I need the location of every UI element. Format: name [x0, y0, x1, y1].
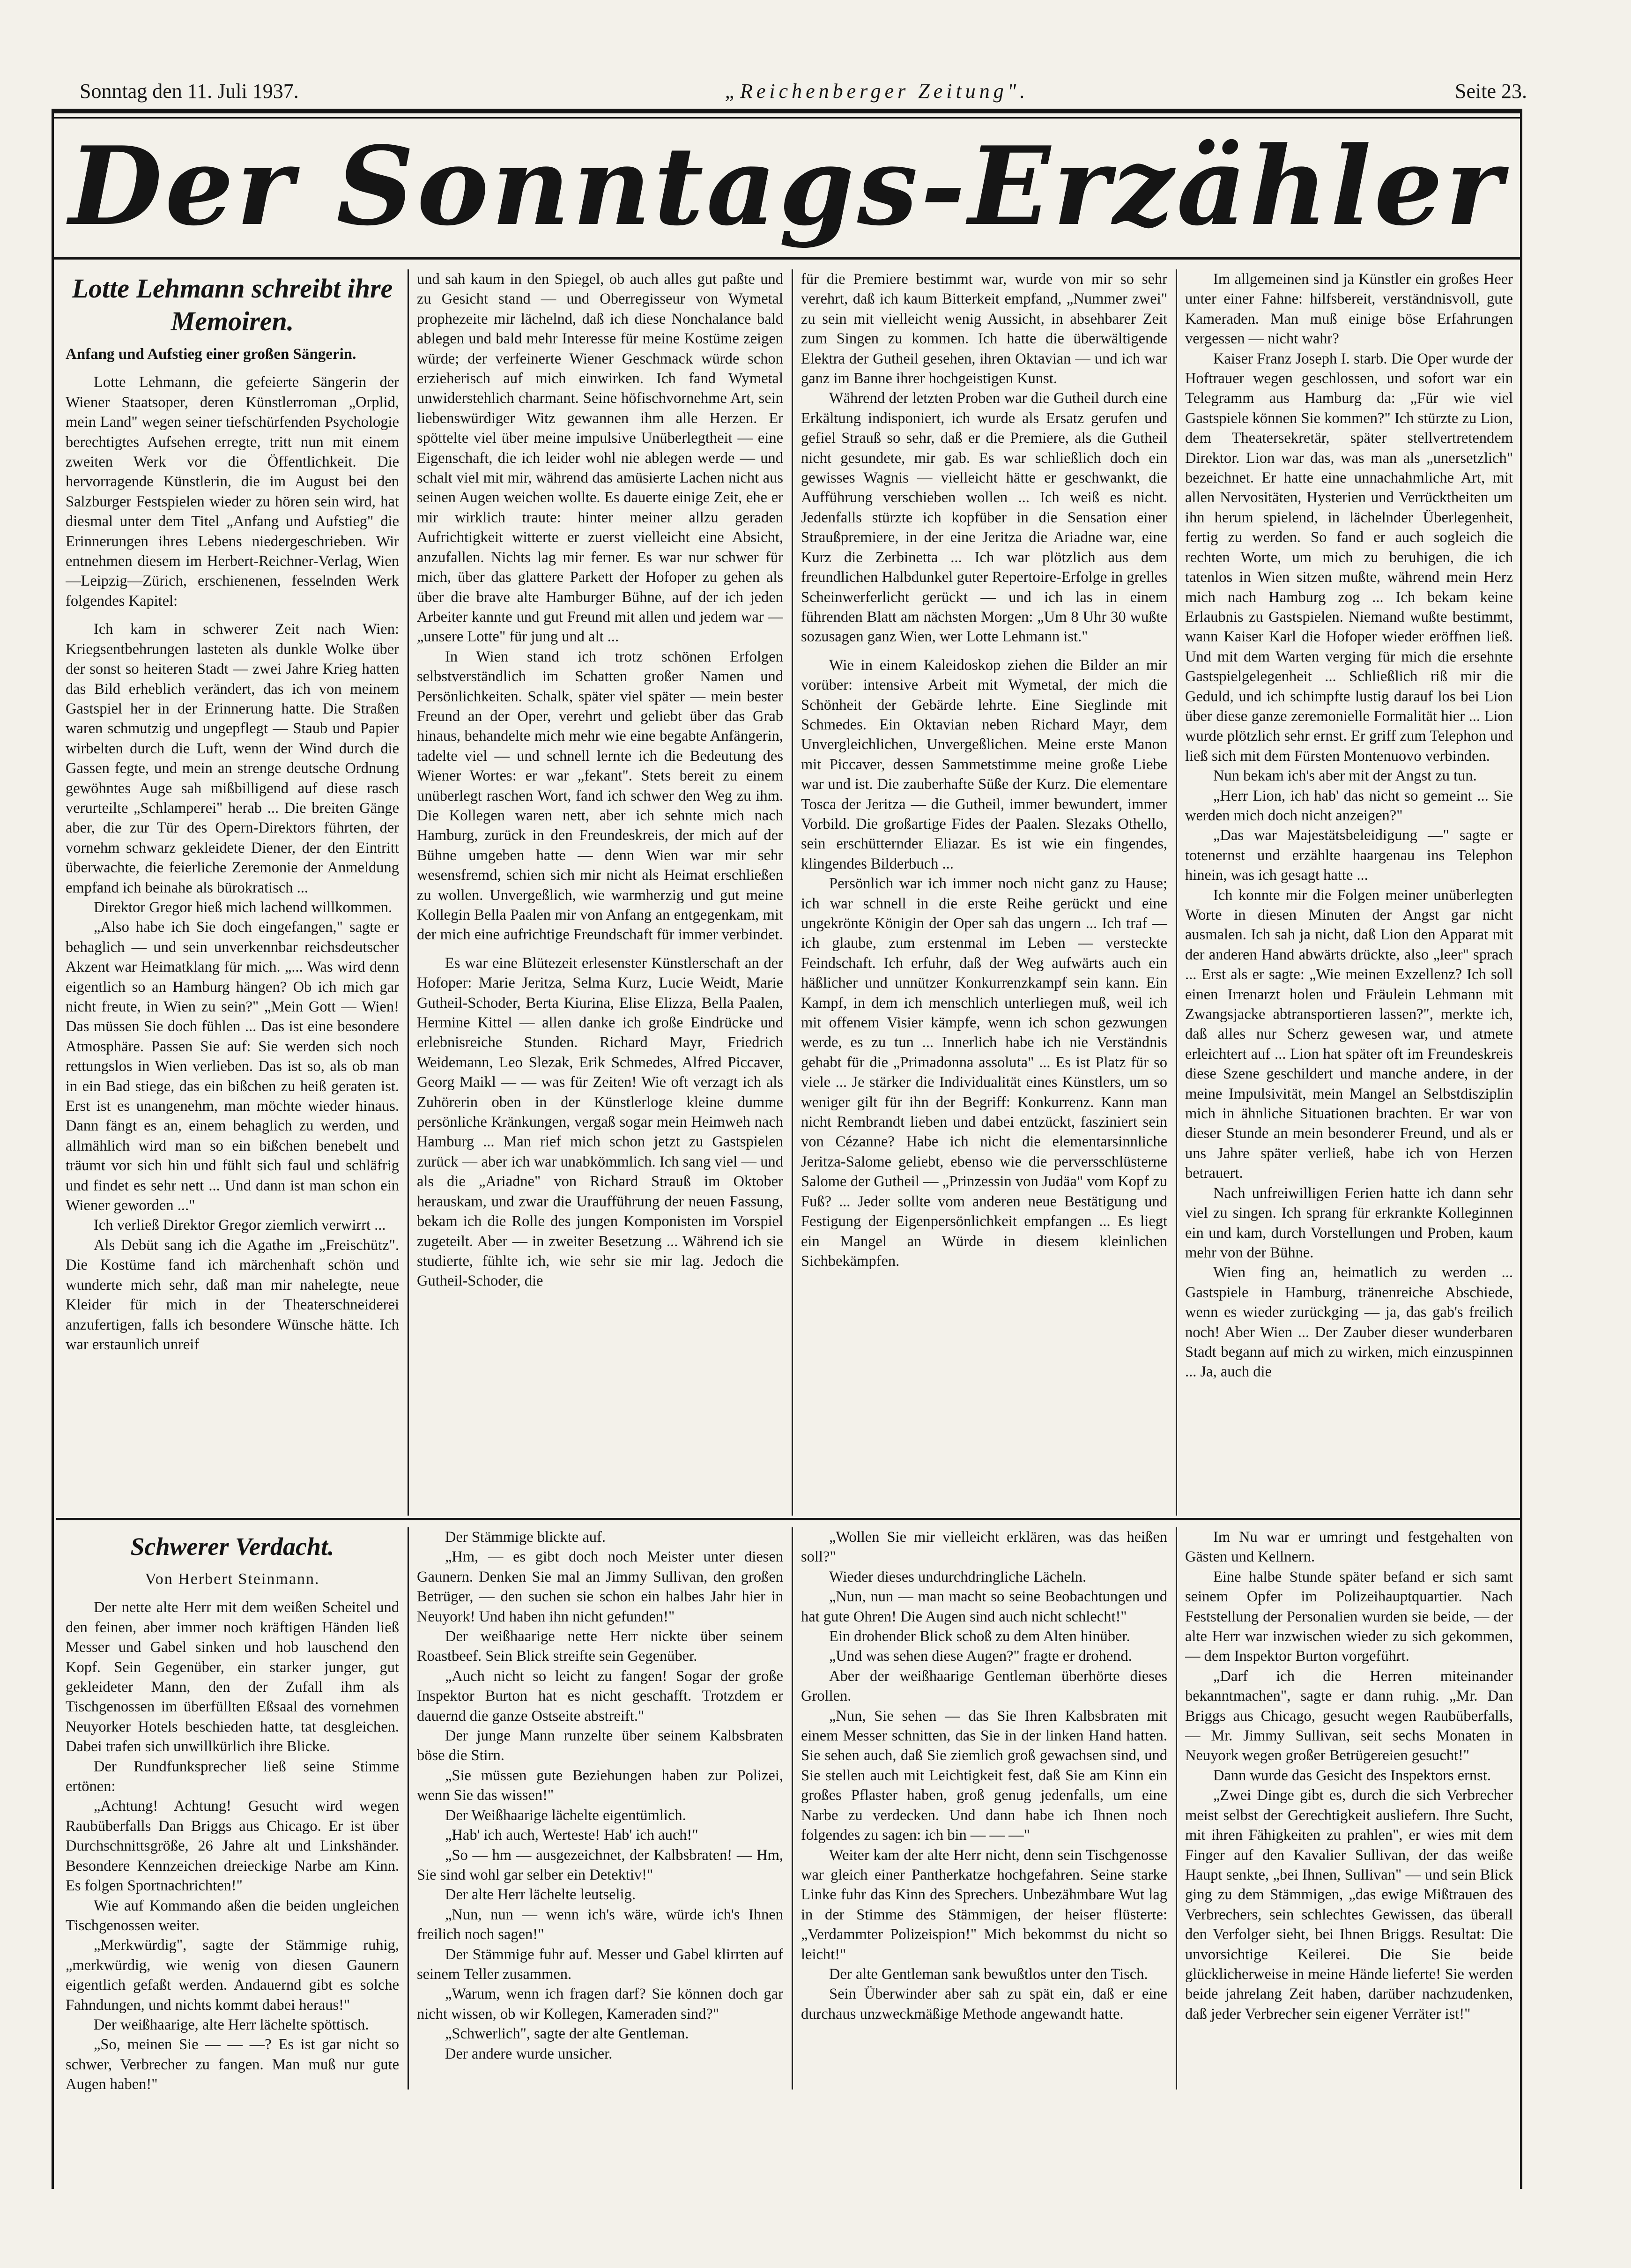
top-rule-thin — [52, 117, 1522, 119]
paragraph: „So, meinen Sie — — —? Es ist gar nicht so schwer, Verbrecher zu fangen. Man muß nur gute Augen haben!" — [66, 2036, 399, 2093]
paragraph: Lotte Lehmann, die gefeierte Sängerin der Wiener Staatsoper, deren Künstlerroman „Orplid, mein Land" wegen seiner tiefschürfenden Psychologie berechtigtes Aufsehen erregte, tritt nun mit einem zweiten Werk vor die Öffentlichkeit. Die hervorragende Künstlerin, die im August bei den Salzburger Festspielen wieder zu hören sein wird, hat diesmal unter dem Titel „Anfang und Aufstieg" die Erinnerungen ihres Lebens niedergeschrieben. Wir entnehmen diesem im Herbert-Reichner-Verlag, Wien—Leipzig—Zürich, erschienenen, fesselnden Werk folgendes Kapitel: — [66, 374, 399, 610]
paragraph: Ich kam in schwerer Zeit nach Wien: Kriegsentbehrungen lasteten als dunkle Wolke über der sonst so heiteren Stadt — zwei Jahre Krieg hatten das Bild erheblich verändert, das ich von meinem Gastspiel her in der Erinnerung hatte. Die Straßen waren schmutzig und ungepflegt — Staub und Papier wirbelten durch die Luft, wenn der Wind durch die Gassen fegte, und mein an strenge deutsche Ordnung gewöhntes Auge sah mißbilligend auf diese rasch verurteilte „Schlamperei" herab ... Die breiten Gänge aber, die zur Tür des Opern-Direktors führten, der vornehm schwarz gekleidete Diener, der den Eintritt überwachte, die feierliche Zeremonie der Anmeldung empfand ich beinahe als bürokratisch ... — [66, 621, 399, 896]
column-divider — [792, 1527, 793, 2090]
page-header — [80, 66, 1527, 103]
paragraph: „Darf ich die Herren miteinander bekanntmachen", sagte er dann ruhig. „Mr. Dan Briggs aus Chicago, gesucht wegen Raubüberfalls, — Mr. Jimmy Sullivan, seit sechs Monaten in Neuyork wegen großer Betrügereien gesucht!" — [1185, 1667, 1513, 1764]
paragraph: „Schwerlich", sagte der alte Gentleman. — [445, 2025, 689, 2043]
column-divider — [792, 269, 793, 1516]
left-frame-rule — [52, 109, 54, 2189]
top-rule — [52, 109, 1522, 113]
paragraph: „Auch nicht so leicht zu fangen! Sogar der große Inspektor Burton hat es nicht geschafft. Trotzdem er dauernd die ganze Ostseite abstreift." — [417, 1667, 783, 1725]
paragraph: „Das war Majestätsbeleidigung —" sagte er totenernst und erzählte haargenau ins Telephon hinein, was ich gesagt hatte ... — [1185, 827, 1513, 884]
paragraph: Kaiser Franz Joseph I. starb. Die Oper wurde der Hoftrauer wegen geschlossen, und sofort war ein Telegramm aus Hamburg da: „Für wie viel Gastspiele können Sie kommen?" Ich stürzte zu Lion, dem Theatersekretär, später stellvertretendem Direktor. Lion war das, was man als „unersetzlich" bezeichnet. Er hatte eine unnachahmliche Art, mit allen Nervositäten, Hysterien und Verrücktheiten um ihn herum spielend, in lächelnder Überlegenheit, fertig zu werden. So fand er auch sogleich die rechten Worte, um mich zu beruhigen, die ich tatenlos in Wien sitzen mußte, während mein Herz mich nach Hamburg zog ... Ich bekam keine Erlaubnis zu Gastspielen. Niemand wußte bestimmt, wann Kaiser Karl die Hofoper wieder eröffnen ließ. Und mit dem Warten verging für mich die ersehnte Gastspielgelegenheit ... Schließlich riß mir die Geduld, und ich schimpfte lustig darauf los bei Lion über diese ganze zeremonielle Formalität hier ... Lion wurde plötzlich sehr ernst. Er griff zum Telephon und ließ sich mit dem Fürsten Montenuovo verbinden. — [1185, 350, 1513, 765]
paragraph: Wieder dieses undurchdringliche Lächeln. — [829, 1568, 1087, 1585]
paragraph: Im allgemeinen sind ja Künstler ein großes Heer unter einer Fahne: hilfsbereit, verständnisvoll, gute Kameraden. Man muß einige böse Erfahrungen vergessen — nicht wahr? — [1185, 271, 1513, 348]
paragraph: Der Rundfunksprecher ließ seine Stimme ertönen: — [66, 1758, 399, 1795]
paragraph: „Herr Lion, ich hab' das nicht so gemeint ... Sie werden mich doch nicht anzeigen?" — [1185, 787, 1513, 824]
story2-headline: Schwerer Verdacht. — [130, 1532, 334, 1561]
paragraph: Der weißhaarige nette Herr nickte über seinem Roastbeef. Sein Blick streifte sein Gegenüber. — [417, 1628, 783, 1665]
paragraph: Ich konnte mir die Folgen meiner unüberlegten Worte in diesen Minuten der Angst gar nicht ausmalen. Ich sah ja nicht, daß Lion den Apparat mit der anderen Hand abwärts drückte, also „leer" sprach ... Erst als er sagte: „Wie meinen Exzellenz? Ich soll einen Irrenarzt holen und Fräulein Lehmann mit Zwangsjacke abtransportieren lassen?", merkte ich, daß alles nur Scherz gewesen war, und atmete erleichtert auf ... Lion hat später oft im Freundeskreis diese Szene geschildert und manche andere, in der meine Impulsivität, mein Mangel an Selbstdisziplin mich in ähnliche Situationen brachten. Er war von dieser Stunde an mein besonderer Freund, und als er uns Jahre später verließ, habe ich von Herzen betrauert. — [1185, 886, 1513, 1182]
story2-column-1 — [66, 1527, 399, 2179]
paragraph: „So — hm — ausgezeichnet, der Kalbsbraten! — Hm, Sie sind wohl gar selber ein Detektiv!" — [417, 1846, 783, 1883]
paragraph: für die Premiere bestimmt war, wurde von mir so sehr verehrt, daß ich kaum Bitterkeit empfand, „Nummer zwei" zu sein mit vielleicht wenig Aussicht, in absehbarer Zeit zum Singen zu kommen. Ich hatte die überwältigende Elektra der Gutheil gesehen, ihren Oktavian — und ich war ganz im Banne ihrer hochgeistigen Kunst. — [801, 271, 1167, 387]
paragraph: In Wien stand ich trotz schönen Erfolgen selbstverständlich im Schatten großer Namen und Persönlichkeiten. Schalk, später viel später — mein bester Freund an der Oper, verehrt und geliebt über das Grab hinaus, behandelte mich mehr wie eine begabte Anfängerin, tadelte viel — und schnell lernte ich die Bedeutung des Wiener Wortes: er war „fekant". Stets bereit zu einem unüberlegt raschen Wort, fand ich schwer den Weg zu ihm. Die Kollegen waren nett, aber ich sehnte mich nach Hamburg, zurück in den Freundeskreis, der mich auf der Bühne umgeben hatte — denn Wien war mir sehr wesensfremd, schien sich mir nicht als Heimat erschließen zu wollen. Unvergeßlich, wie warmherzig und gut meine Kollegin Bella Paalen mir von Anfang an entgegenkam, mit der mich eine aufrichtige Freundschaft für immer verbindet. — [417, 648, 783, 944]
paragraph: „Sie müssen gute Beziehungen haben zur Polizei, wenn Sie das wissen!" — [417, 1767, 783, 1804]
paragraph: Es war eine Blütezeit erlesenster Künstlerschaft an der Hofoper: Marie Jeritza, Selma Kurz, Lucie Weidt, Marie Gutheil-Schoder, Berta Kiurina, Elise Elizza, Bella Paalen, Hermine Kittel — allen danke ich große Eindrücke und erlebnisreiche Stunden. Richard Mayr, Friedrich Weidemann, Leo Slezak, Erik Schmedes, Alfred Piccaver, Georg Maikl — — was für Zeiten! Wie oft verzagt ich als Zuhörerin oben in der Künstlerloge kleine dumme persönliche Kränkungen, vergaß sogar mein Heimweh nach Hamburg ... Man rief mich schon jetzt zu Gastspielen zurück — aber ich war unabkömmlich. Ich sang viel — und als die „Ariadne" von Richard Strauß im Oktober herauskam, und zwar die Uraufführung der neuen Fassung, bekam ich die Rolle des jungen Komponisten im Vorspiel zugeteilt. Aber — in zweiter Besetzung ... Während ich sie studierte, fühlte ich, wie sehr sie mir lag. Jedoch die Gutheil-Schoder, die — [417, 954, 783, 1290]
column-divider — [1176, 269, 1177, 1516]
story1-column-3 — [801, 269, 1167, 1516]
section-masthead: Der Sonntags-Erzähler — [68, 123, 1505, 250]
column-divider — [408, 269, 409, 1516]
story1-column-1 — [66, 269, 399, 1516]
story2-column-2 — [417, 1527, 783, 2179]
paragraph: Der andere wurde unsicher. — [445, 2045, 613, 2062]
column-divider — [408, 1527, 409, 2090]
paragraph: „Hab' ich auch, Werteste! Hab' ich auch!" — [445, 1827, 698, 1844]
paragraph: Der alte Herr lächelte leutselig. — [445, 1886, 636, 1904]
paragraph: Der alte Gentleman sank bewußtlos unter den Tisch. — [829, 1965, 1148, 1983]
paragraph: Weiter kam der alte Herr nicht, denn sein Tischgenosse war gleich einer Pantherkatze hochgefahren. Seine starke Linke fuhr das Kinn des Sprechers. Unbezähmbare Wut lag in der Stimme des Stämmigen, der heiser flüsterte: „Verdammter Polizeispion!" Mich bekommst du nicht so leicht!" — [801, 1846, 1167, 1963]
story2-column-3 — [801, 1527, 1167, 2179]
paragraph: „Achtung! Achtung! Gesucht wird wegen Raubüberfalls Dan Briggs aus Chicago. Er ist über Durchschnittsgröße, 26 Jahre alt und Linkshänder. Besondere Kennzeichen dreieckige Narbe am Kinn. Es folgen Sportnachrichten!" — [66, 1798, 399, 1895]
paragraph: Wien fing an, heimatlich zu werden ... Gastspiele in Hamburg, tränenreiche Abschiede, wenn es wieder zurückging — ja, das gab's freilich noch! Aber Wien ... Der Zauber dieser wunderbaren Stadt begann auf mich zu wirken, mich einzuspinnen ... Ja, auch die — [1185, 1264, 1513, 1381]
paragraph: Der junge Mann runzelte über seinem Kalbsbraten böse die Stirn. — [417, 1727, 783, 1764]
paragraph: Der weißhaarige, alte Herr lächelte spöttisch. — [94, 2016, 369, 2033]
header-paper-name: „Reichenberger Zeitung". — [725, 80, 1029, 103]
paragraph: Während der letzten Proben war die Gutheil durch eine Erkältung indisponiert, ich wurde als Ersatz gerufen und gefiel Strauß so sehr, daß er die Premiere, als die Gutheil nicht gesundete, mir gab. Es war schließlich doch ein gewisses Wagnis — vielleicht hätte er geschwankt, die Aufführung verschieben wollen ... Ich weiß es nicht. Jedenfalls stürzte ich kopfüber in die Sensation einer Straußpremiere, in der eine Jeritza die Ariadne war, eine Kurz die Zerbinetta ... Ich war plötzlich aus dem freundlichen Halbdunkel guter Repertoire-Erfolge in grelles Scheinwerferlicht gerückt — und ich las in einem führenden Blatt am nächsten Morgen: „Um 8 Uhr 30 wußte sozusagen ganz Wien, wer Lotte Lehmann ist." — [801, 390, 1167, 646]
paragraph: Direktor Gregor hieß mich lachend willkommen. — [94, 899, 393, 916]
paragraph: Nach unfreiwilligen Ferien hatte ich dann sehr viel zu singen. Ich sprang für erkrankte Kolleginnen ein und kam, durch Vorstellungen und Proben, kaum mehr von der Bühne. — [1185, 1184, 1513, 1261]
paragraph: Wie auf Kommando aßen die beiden ungleichen Tischgenossen weiter. — [66, 1897, 399, 1934]
story2-column-4 — [1185, 1527, 1513, 2179]
paragraph: Der Stämmige blickte auf. — [445, 1529, 606, 1546]
paragraph: Wie in einem Kaleidoskop ziehen die Bilder an mir vorüber: intensive Arbeit mit Wymetal, der mich die Schönheit der Gebärde lehrte. Eine Sieglinde mit Schmedes. Ein Oktavian neben Richard Mayr, dem Unvergleichlichen, Unvergeßlichen. Meine erste Manon mit Piccaver, dessen Sammetstimme meine große Liebe war und ist. Die zauberhafte Süße der Kurz. Die elementare Tosca der Jeritza — die Gutheil, immer bewundert, immer Vorbild. Die großartige Fides der Paalen. Slezaks Othello, sein erschütternder Eliazar. Es ist wie ein fingendes, klingendes Bilderbuch ... — [801, 656, 1167, 872]
paragraph: „Wollen Sie mir vielleicht erklären, was das heißen soll?" — [801, 1529, 1167, 1566]
story1-headline: Lotte Lehmann schreibt ihre Memoiren. — [72, 273, 393, 336]
paragraph: „Und was sehen diese Augen?" fragte er drohend. — [829, 1648, 1132, 1665]
header-page-number: Seite 23. — [1455, 80, 1527, 103]
paragraph: „Nun, nun — man macht so seine Beobachtungen und hat gute Ohren! Die Augen sind auch nicht schlecht!" — [801, 1588, 1167, 1625]
paragraph: Sein Überwinder aber sah zu spät ein, daß er eine durchaus unzweckmäßige Methode angewandt hatte. — [801, 1985, 1167, 2023]
paragraph: Persönlich war ich immer noch nicht ganz zu Hause; ich war schnell in die erste Reihe gerückt und eine ungekrönte Königin der Oper sah das ungern ... Ich traf — ich glaube, zum erstenmal im Leben — versteckte Feindschaft. Ich erfuhr, daß der Weg aufwärts auch ein häßlicher und unnützer Konkurrenzkampf sein kann. Ein Kampf, in dem ich menschlich unterliegen muß, weil ich mit offenem Visier kämpfe, wenn ich schon gezwungen werde, es zu tun ... Innerlich habe ich nie Verständnis gehabt für die „Primadonna assoluta" ... Es ist Platz für so viele ... Je stärker die Individualität eines Künstlers, um so weniger gilt für ihn der Begriff: Konkurrenz. Kann man nicht Rembrandt lieben und dabei entzückt, fasziniert sein von Cézanne? Habe ich nicht die elementarsinnliche Jeritza-Salome geliebt, ebenso wie die perversschlüsterne Salome der Gutheil — „Prinzessin von Judäa" vom Kopf zu Fuß? ... Jeder sollte vom anderen neue Bestätigung und Festigung der Eigenpersönlichkeit empfangen ... Es liegt ein Mangel an Würde in diesem kleinlichen Sichbekämpfen. — [801, 875, 1167, 1270]
paragraph: „Nun, Sie sehen — das Sie Ihren Kalbsbraten mit einem Messer schnitten, das Sie in der linken Hand hatten. Sie sehen auch, daß Sie ziemlich groß gewachsen sind, und Sie stellen auch mit Leichtigkeit fest, daß Sie am Kinn ein großes Pflaster haben, groß genug jedenfalls, um eine Narbe zu verdecken. Und dann habe ich Ihnen noch folgendes zu sagen: ich bin — — —" — [801, 1707, 1167, 1844]
story1-column-4 — [1185, 269, 1513, 1516]
story1-column-2 — [417, 269, 783, 1516]
paragraph: Im Nu war er umringt und festgehalten von Gästen und Kellnern. — [1185, 1529, 1513, 1566]
paragraph: Der Stämmige fuhr auf. Messer und Gabel klirrten auf seinem Teller zusammen. — [417, 1946, 783, 1983]
story1-subheading: Anfang und Aufstieg einer großen Sängerin. — [66, 346, 356, 363]
paragraph: „Merkwürdig", sagte der Stämmige ruhig, „merkwürdig, wie wenig von diesen Gaunern eigentlich gefaßt werden. Andauernd gibt es solche Fahndungen, und nichts kommt dabei heraus!" — [66, 1937, 399, 2014]
story-divider-rule — [56, 1518, 1520, 1520]
paragraph: Der nette alte Herr mit dem weißen Scheitel und den feinen, aber immer noch kräftigen Händen ließ Messer und Gabel sinken und hob lauschend den Kopf. Sein Gegenüber, ein starker junger, gut gekleideter Mann, den der Zufall ihm als Tischgenossen im überfüllten Eßsaal des vornehmen Neuyorker Hotels beschieden hatte, tat desgleichen. Dabei trafen sich unwillkürlich ihre Blicke. — [66, 1599, 399, 1755]
paragraph: Als Debüt sang ich die Agathe im „Freischütz". Die Kostüme fand ich märchenhaft schön und wunderte mich sehr, daß man mir nahelegte, neue Kleider für mich in der Theaterschneiderei anzufertigen, falls ich besondere Wünsche hätte. Ich war erstaunlich unreif — [66, 1236, 399, 1353]
paragraph: „Also habe ich Sie doch eingefangen," sagte er behaglich — und sein unverkennbar reichsdeutscher Akzent war Heimatklang für mich. „... Was wird denn eigentlich so an Hamburg hängen? Ob ich mich gar nicht freute, in Wien zu sein?" „Mein Gott — Wien! Das müssen Sie doch fühlen ... Das ist eine besondere Atmosphäre. Passen Sie auf: Sie werden sich noch rettungslos in Wien verlieben. Das ist so, als ob man in ein Bad stiege, das ein bißchen zu heiß geraten ist. Erst ist es unangenehm, man möchte wieder hinaus. Dann fängt es an, einem behaglich zu werden, und allmählich wird man so ein bißchen benebelt und träumt vor sich hin und fühlt sich faul und schläfrig und findet es sehr nett ... Und dann ist man schon ein Wiener geworden ..." — [66, 919, 399, 1214]
story2-byline: Von Herbert Steinmann. — [145, 1570, 320, 1588]
paragraph: und sah kaum in den Spiegel, ob auch alles gut paßte und zu Gesicht stand — und Oberregisseur von Wymetal prophezeite mir lächelnd, daß ich diese Nonchalance bald ablegen und bald mehr Interesse für meine Kostüme zeigen würde; der verfeinerte Wiener Geschmack würde schon erzieherisch auf mich einwirken. Ich fand Wymetal unwiderstehlich charmant. Seine höfischvornehme Art, sein liebenswürdiger Witz gewannen ihm alle Herzen. Er spöttelte viel über meine impulsive Unüberlegtheit — eine Eigenschaft, die ich leider wohl nie ablegen werde — und schalt viel mit mir, während das amüsierte Lachen nicht aus seinen Augen weichen wollte. Es dauerte einige Zeit, ehe er mir wirklich traute: hinter meiner allzu geraden Aufrichtigkeit witterte er zuerst vielleicht eine Absicht, anzufallen. Nichts lag mir ferner. Es war nur schwer für mich, über das glattere Parkett der Hofoper zu gehen als über die brave alte Hamburger Bühne, auf der ich jeden Arbeiter kannte und gut Freund mit allen und jedem war — „unsere Lotte" für jung und alt ... — [417, 271, 783, 646]
paragraph: Ein drohender Blick schoß zu dem Alten hinüber. — [829, 1628, 1130, 1645]
paragraph: „Hm, — es gibt doch noch Meister unter diesen Gaunern. Denken Sie mal an Jimmy Sullivan, den großen Betrüger, — den suchen sie schon ein halbes Jahr hier in Neuyork! Und haben ihn nicht gefunden!" — [417, 1548, 783, 1625]
paragraph: Dann wurde das Gesicht des Inspektors ernst. — [1213, 1767, 1491, 1784]
paragraph: „Zwei Dinge gibt es, durch die sich Verbrecher meist selbst der Gerechtigkeit ausliefern. Ihre Sucht, mit ihren Fähigkeiten zu prahlen", er wies mit dem Finger auf den Kavalier Sullivan, der das weiße Haupt senkte, „bei Ihnen, Sullivan" — und sein Blick ging zu dem Stämmigen, „das ewige Mißtrauen des Verbrechers, sein schlechtes Gewissen, das überall den Verfolger sieht, bei Ihnen Briggs. Resultat: Die unvorsichtige Keilerei. Die Sie beide glücklicherweise in meine Hände lieferte! Sie werden beide jahrelang Zeit haben, darüber nachzudenken, daß jeder Verbrecher sein eigener Verräter ist!" — [1185, 1787, 1513, 2023]
paragraph: „Warum, wenn ich fragen darf? Sie können doch gar nicht wissen, ob wir Kollegen, Kameraden sind?" — [417, 1985, 783, 2023]
column-divider — [1176, 1527, 1177, 2090]
header-date: Sonntag den 11. Juli 1937. — [80, 80, 299, 103]
paragraph: Eine halbe Stunde später befand er sich samt seinem Opfer im Polizeihauptquartier. Nach Feststellung der Personalien wurden sie beide, — der alte Herr war inzwischen wieder zu sich gekommen, — dem Inspektor Burton vorgeführt. — [1185, 1568, 1513, 1665]
paragraph: Aber der weißhaarige Gentleman überhörte dieses Grollen. — [801, 1667, 1167, 1705]
masthead-rule — [52, 257, 1522, 260]
right-frame-rule — [1520, 109, 1522, 2189]
paragraph: „Nun, nun — wenn ich's wäre, würde ich's Ihnen freilich noch sagen!" — [417, 1906, 783, 1943]
paragraph: Ich verließ Direktor Gregor ziemlich verwirrt ... — [94, 1217, 386, 1234]
paragraph: Der Weißhaarige lächelte eigentümlich. — [445, 1807, 686, 1824]
paragraph: Nun bekam ich's aber mit der Angst zu tun. — [1213, 767, 1477, 785]
